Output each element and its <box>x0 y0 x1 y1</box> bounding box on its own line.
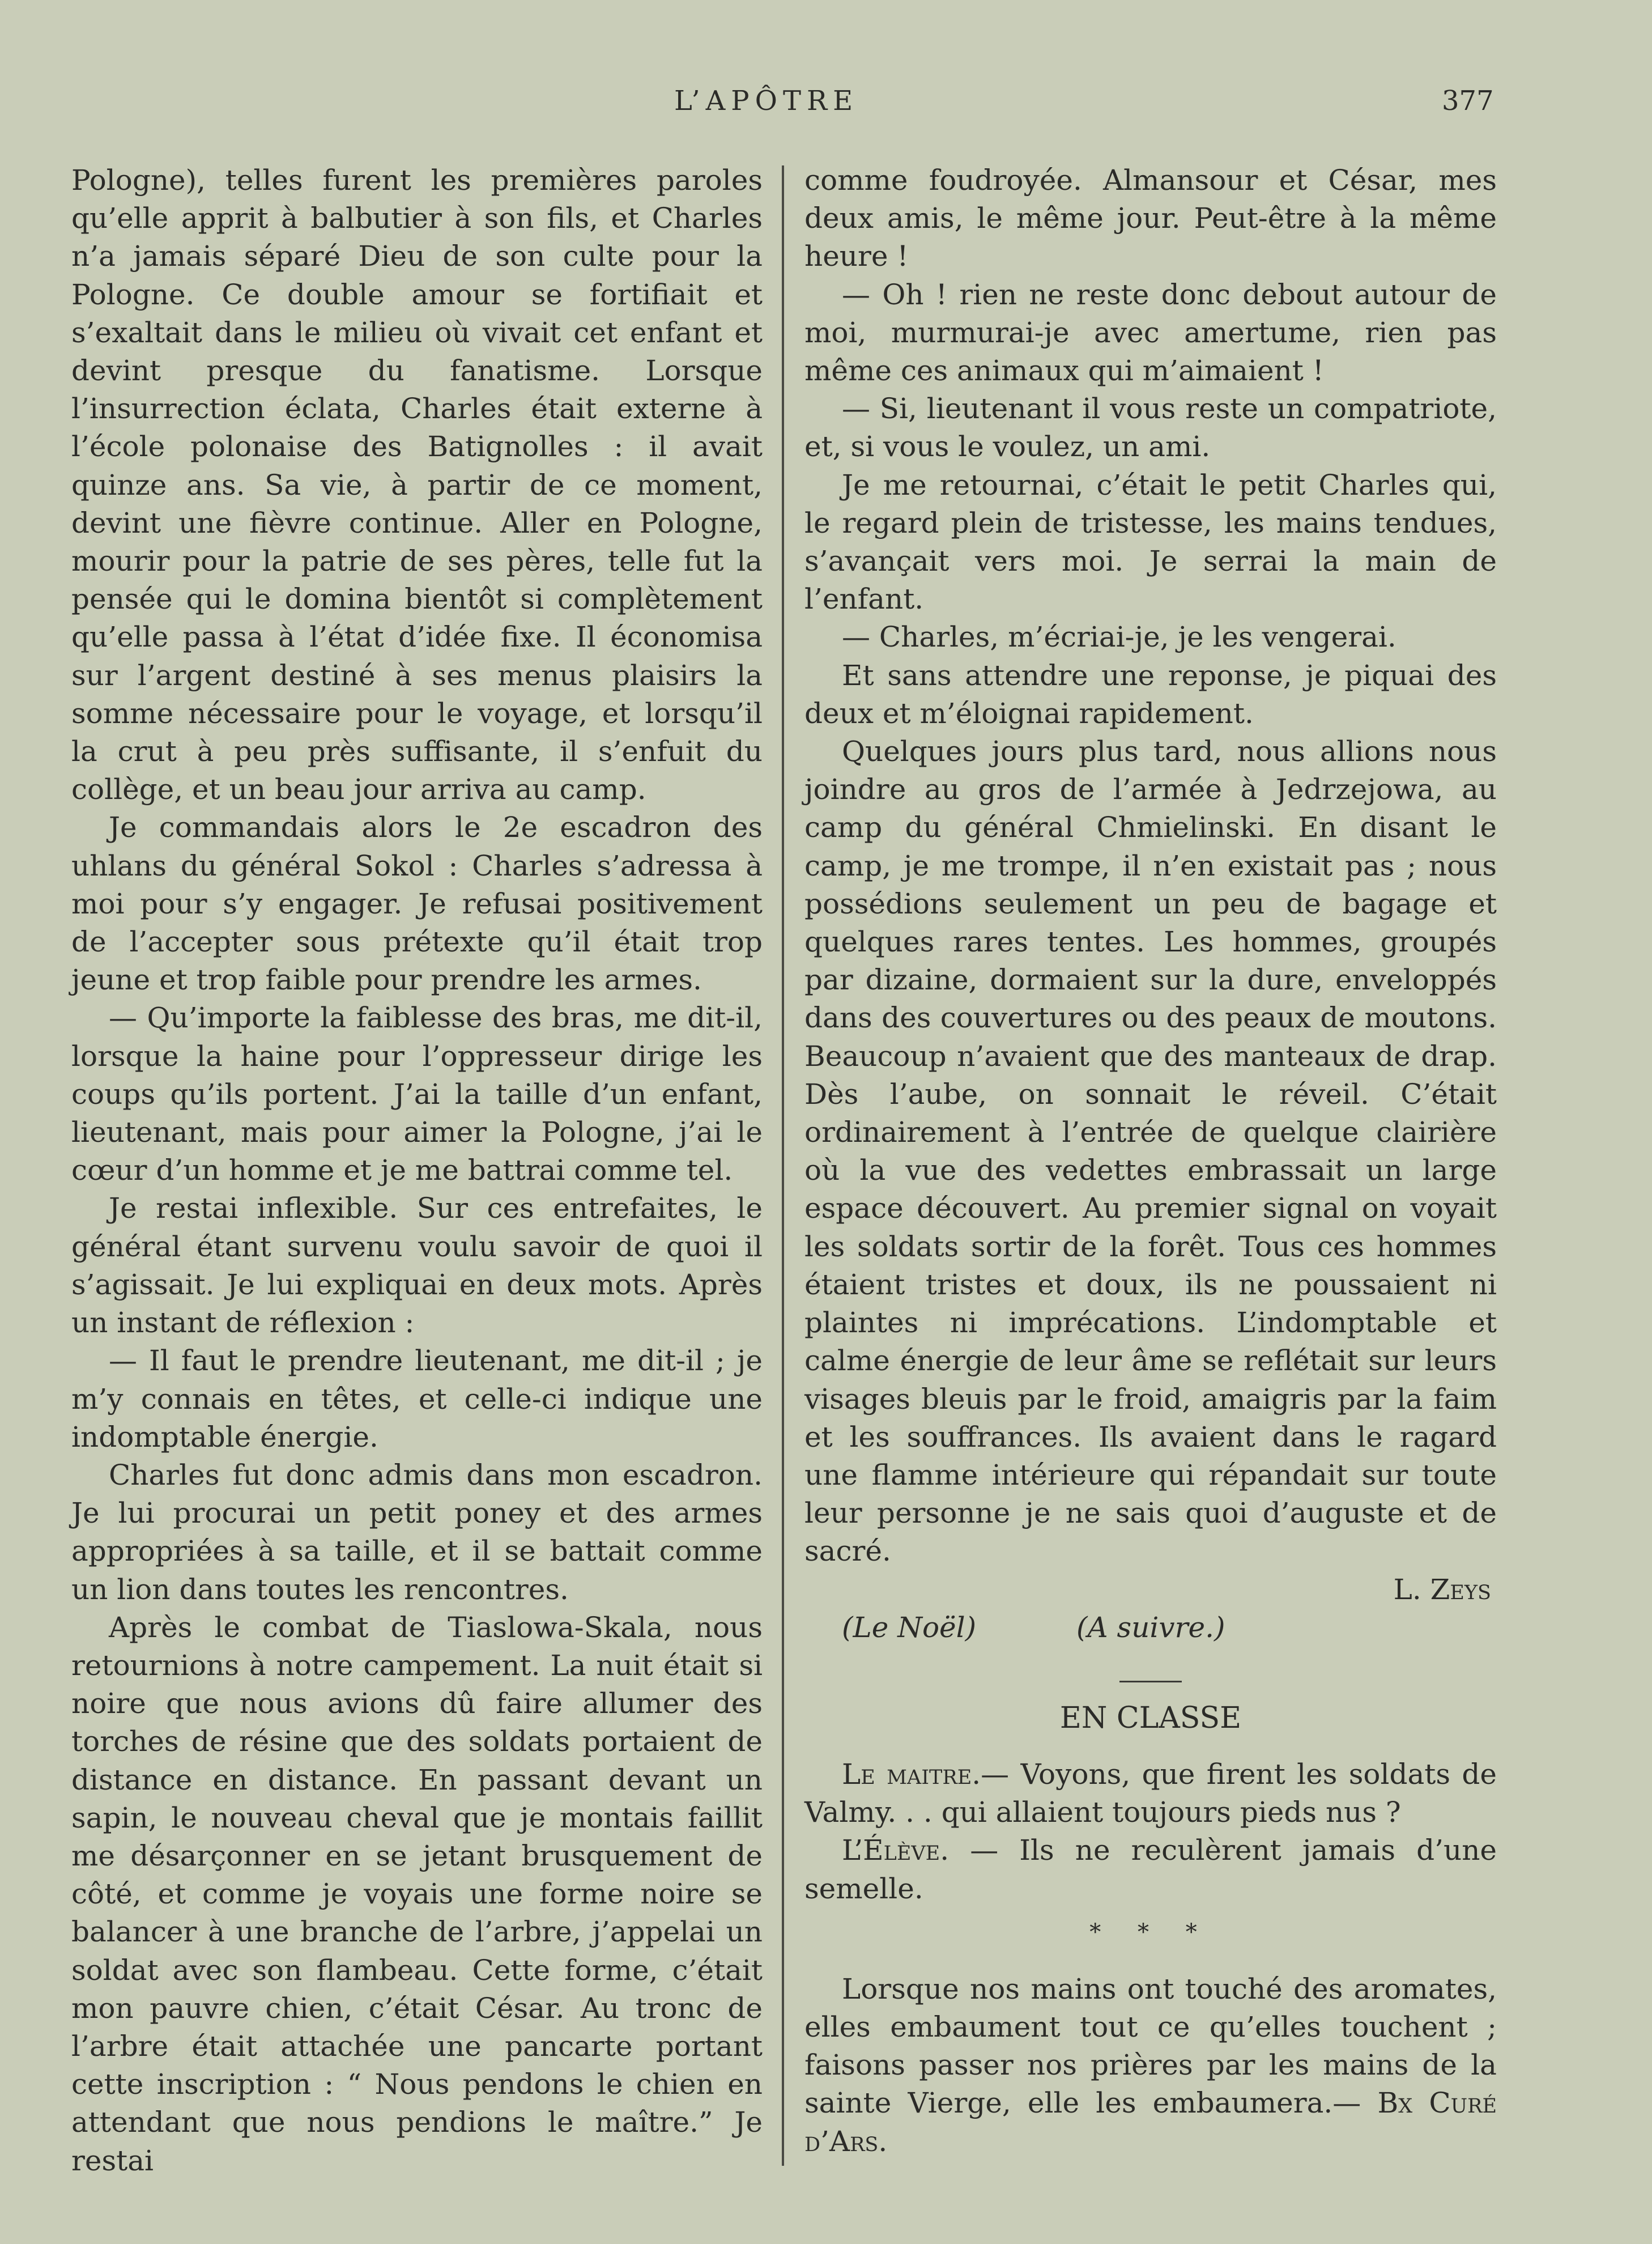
speaker-label: L’Élève. <box>842 1834 950 1867</box>
paragraph: Pologne), telles furent les premières paroles qu’elle apprit à balbutier à son fils, et Charles n’a jamais séparé Dieu de son culte pour la Pologne. Ce double amour se fortifiait et s’exaltait dans le milieu où vivait cet enfant et devint presque du fanatisme. Lorsque l’insurrection éclata, Charles était externe à l’école polonaise des Batignolles : il avait quinze ans. Sa vie, à partir de ce moment, devint une fièvre continue. Aller en Pologne, mourir pour la patrie de ses pères, telle fut la pensée qui le domina bientôt si complètement qu’elle passa à l’état d’idée fixe. Il économisa sur l’argent destiné à ses menus plaisirs la somme nécessaire pour le voyage, et lorsqu’il la crut à peu près suffisante, il s’enfuit du collège, et un beau jour arriva au camp. <box>71 164 763 806</box>
left-column <box>71 162 763 2180</box>
section-heading: EN CLASSE <box>1059 1701 1242 1735</box>
author-signature: L. Zeys <box>1393 1572 1491 1606</box>
quote-author: Bx Curé d’Ars. <box>804 2086 1497 2158</box>
dialogue-text: — Ils ne reculèrent jamais d’une semelle. <box>804 1834 1497 1905</box>
paragraph: Je me retournai, c’était le petit Charles qui, le regard plein de tristesse, les mains tendues, s’avançait vers moi. Je serrai la main de l’enfant. <box>804 468 1497 616</box>
paragraph: Après le combat de Tiaslowa-Skala, nous retournions à notre campement. La nuit était si noire que nous avions dû faire allumer des torches de résine que des soldats portaient de distance en distance. En passant devant un sapin, le nouveau cheval que je montais faillit me désarçonner en se jetant brusquement de côté, et comme je voyais une forme noire se balancer à une branche de l’arbre, j’appelai un soldat avec son flambeau. Cette forme, c’était mon pauvre chien, c’était César. Au tronc de l’arbre était attachée une pancarte portant cette inscription : “ Nous pendons le chien en attendant que nous pendions le maître.” Je restai <box>71 1610 763 2177</box>
dialogue-line <box>804 1756 1497 1831</box>
asterism: * * * <box>1089 1919 1212 1945</box>
paragraph: Et sans attendre une reponse, je piquai des deux et m’éloignai rapidement. <box>804 658 1497 730</box>
speaker-label: Le maitre. <box>842 1757 981 1791</box>
quote-paragraph <box>804 1970 1497 2161</box>
running-head <box>0 85 1652 125</box>
paragraph: Je commandais alors le 2e escadron des uhlans du général Sokol : Charles s’adressa à moi pour s’y engager. Je refusai positivement de l’accepter sous prétexte qu’il était trop jeune et trop faible pour prendre les armes. <box>71 811 763 997</box>
paragraph: comme foudroyée. Almansour et César, mes deux amis, le même jour. Peut-être à la même heure ! <box>804 164 1497 273</box>
dialogue-line <box>804 1831 1497 1907</box>
source-citation: (Le Noël) <box>842 1610 977 1644</box>
page-number: 377 <box>1442 85 1494 117</box>
to-be-continued: (A suivre.) <box>1076 1610 1225 1644</box>
paragraph: — Charles, m’écriai-je, je les vengerai. <box>842 620 1396 654</box>
article-credits <box>804 1609 1497 1647</box>
paragraph: Quelques jours plus tard, nous allions nous joindre au gros de l’armée à Jedrzejowa, au camp du général Chmielinski. En disant le camp, je me trompe, il n’en existait pas ; nous possédions seulement un peu de bagage et quelques rares tentes. Les hommes, groupés par dizaine, dormaient sur la dure, enveloppés dans des couvertures ou des peaux de moutons. Beaucoup n’avaient que des manteaux de drap. Dès l’aube, on sonnait le réveil. C’était ordinairement à l’entrée de quelque clairière où la vue des vedettes embrassait un large espace découvert. Au premier signal on voyait les soldats sortir de la forêt. Tous ces hommes étaient tristes et doux, ils ne poussaient ni plaintes ni imprécations. L’indomptable et calme énergie de leur âme se reflétait sur leurs visages bleuis par le froid, amaigris par la faim et les souffrances. Ils avaient dans le ragard une flamme intérieure qui répandait sur toute leur personne je ne sais quoi d’auguste et de sacré. <box>804 735 1497 1568</box>
paragraph: Charles fut donc admis dans mon escadron. Je lui procurai un petit poney et des armes appropriées à sa taille, et il se battait comme un lion dans toutes les rencontres. <box>71 1458 763 1606</box>
paragraph: — Qu’importe la faiblesse des bras, me dit-il, lorsque la haine pour l’oppresseur dirige les coups qu’ils portent. J’ai la taille d’un enfant, lieutenant, mais pour aimer la Pologne, j’ai le cœur d’un homme et je me battrai comme tel. <box>71 1001 763 1187</box>
paragraph: Je restai inflexible. Sur ces entrefaites, le général étant survenu voulu savoir de quoi il s’agissait. Je lui expliquai en deux mots. Après un instant de réflexion : <box>71 1192 763 1340</box>
paragraph: — Il faut le prendre lieutenant, me dit-il ; je m’y connais en têtes, et celle-ci indique une indomptable énergie. <box>71 1344 763 1454</box>
paragraph: — Si, lieutenant il vous reste un compatriote, et, si vous le voulez, un ami. <box>804 392 1497 464</box>
dialogue-text: — Voyons, que firent les soldats de Valmy. . . qui allaient toujours pieds nus ? <box>804 1757 1497 1829</box>
paragraph: — Oh ! rien ne reste donc debout autour de moi, murmurai-je avec amertume, rien pas même ces animaux qui m’aimaient ! <box>804 278 1497 388</box>
page-title: L’APÔTRE <box>674 85 859 117</box>
section-separator <box>1119 1681 1182 1682</box>
quote-text: Lorsque nos mains ont touché des aromates, elles embaument tout ce qu’elles touchent ; faisons passer nos prières par les mains de la sainte Vierge, elle les embaumera.— <box>804 1972 1497 2120</box>
column-divider <box>782 165 784 2166</box>
right-column <box>804 162 1497 2161</box>
